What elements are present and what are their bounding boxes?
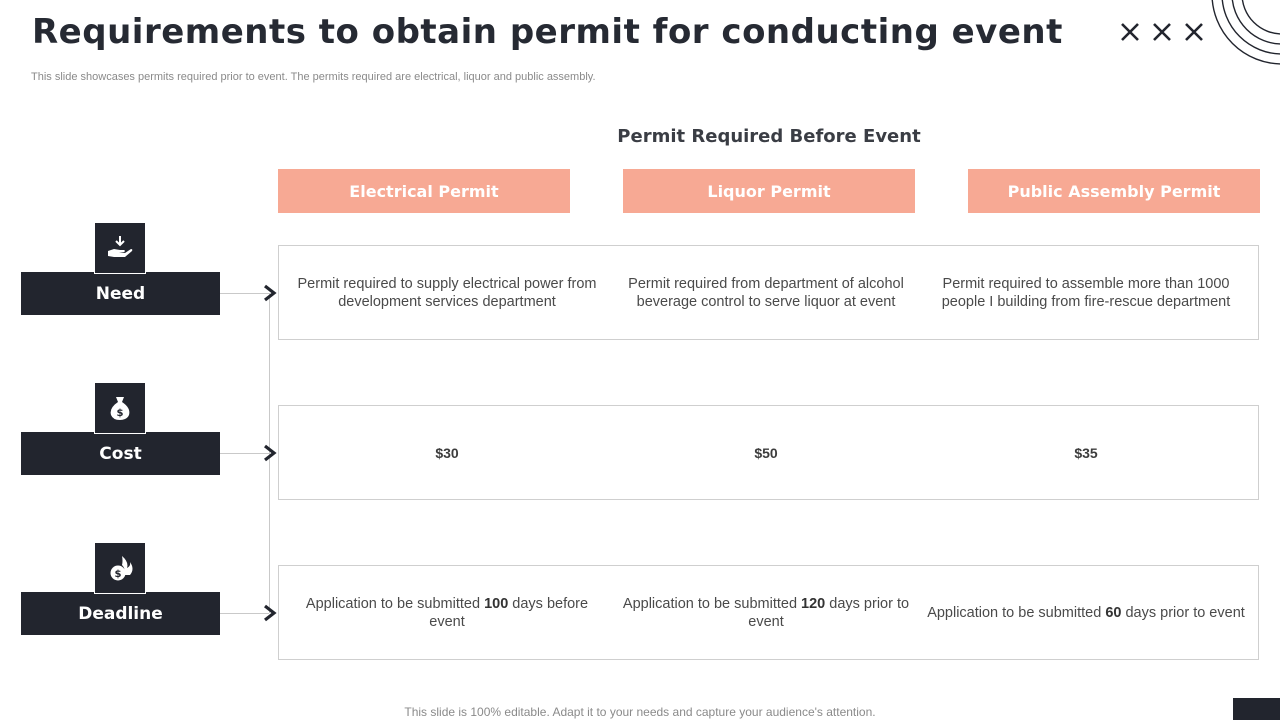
cost-icon-tile <box>95 383 145 433</box>
row-label-need: Need <box>21 272 220 315</box>
deadline-cell-electrical <box>287 566 607 659</box>
deadline-cell-liquor <box>606 566 926 659</box>
svg-text:$: $ <box>114 569 122 580</box>
cost-cell-electrical: $30 <box>435 444 459 461</box>
need-cell-liquor: Permit required from department of alcohol beverage control to serve liquor at event <box>628 275 904 310</box>
need-icon-tile <box>95 223 145 273</box>
chevron-right-icon <box>262 604 278 622</box>
row-label-cost: Cost <box>21 432 220 475</box>
need-row <box>278 245 1259 340</box>
hand-money-icon <box>105 233 135 263</box>
deadline-row <box>278 565 1259 660</box>
cost-row <box>278 405 1259 500</box>
row-label-deadline: Deadline <box>21 592 220 635</box>
concentric-circles-decoration <box>1200 0 1280 70</box>
cost-cell-liquor: $50 <box>754 444 778 461</box>
deadline-text-pre: Application to be submitted <box>305 595 485 612</box>
deadline-text-pre: Application to be submitted <box>622 595 802 612</box>
x-mark-icon <box>1116 18 1144 46</box>
deadline-cell-public-assembly <box>926 566 1246 659</box>
deadline-text-pre: Application to be submitted <box>927 604 1106 621</box>
money-bag-icon <box>105 393 135 423</box>
column-header-electrical: Electrical Permit <box>278 169 570 213</box>
chevron-right-icon <box>262 284 278 302</box>
footer-note: This slide is 100% editable. Adapt it to your needs and capture your audience's attention. <box>404 705 876 719</box>
column-header-public-assembly: Public Assembly Permit <box>968 169 1260 213</box>
chevron-right-icon <box>262 444 278 462</box>
cost-cell-public-assembly: $35 <box>1074 444 1098 461</box>
page-subtitle: This slide showcases permits required prior to event. The permits required are electrical, liquor and public assembly. <box>31 71 596 83</box>
section-title: Permit Required Before Event <box>617 126 921 147</box>
deadline-icon-tile <box>95 543 145 593</box>
need-cell-electrical: Permit required to supply electrical power from development services department <box>297 275 597 310</box>
need-cell-public-assembly: Permit required to assemble more than 1000 people I building from fire-rescue department <box>941 275 1231 310</box>
column-header-liquor: Liquor Permit <box>623 169 915 213</box>
svg-text:$: $ <box>116 408 124 419</box>
deadline-text-post: days before event <box>429 595 589 630</box>
burning-money-icon <box>105 553 135 583</box>
deadline-days-value: 100 <box>484 595 509 612</box>
corner-decoration <box>1233 698 1280 720</box>
deadline-days-value: 120 <box>801 595 826 612</box>
deadline-days-value: 60 <box>1105 604 1122 621</box>
deadline-text-post: days prior to event <box>748 595 910 630</box>
page-title: Requirements to obtain permit for conducting event <box>32 12 1063 52</box>
x-mark-icon <box>1148 18 1176 46</box>
deadline-text-post: days prior to event <box>1121 604 1245 621</box>
